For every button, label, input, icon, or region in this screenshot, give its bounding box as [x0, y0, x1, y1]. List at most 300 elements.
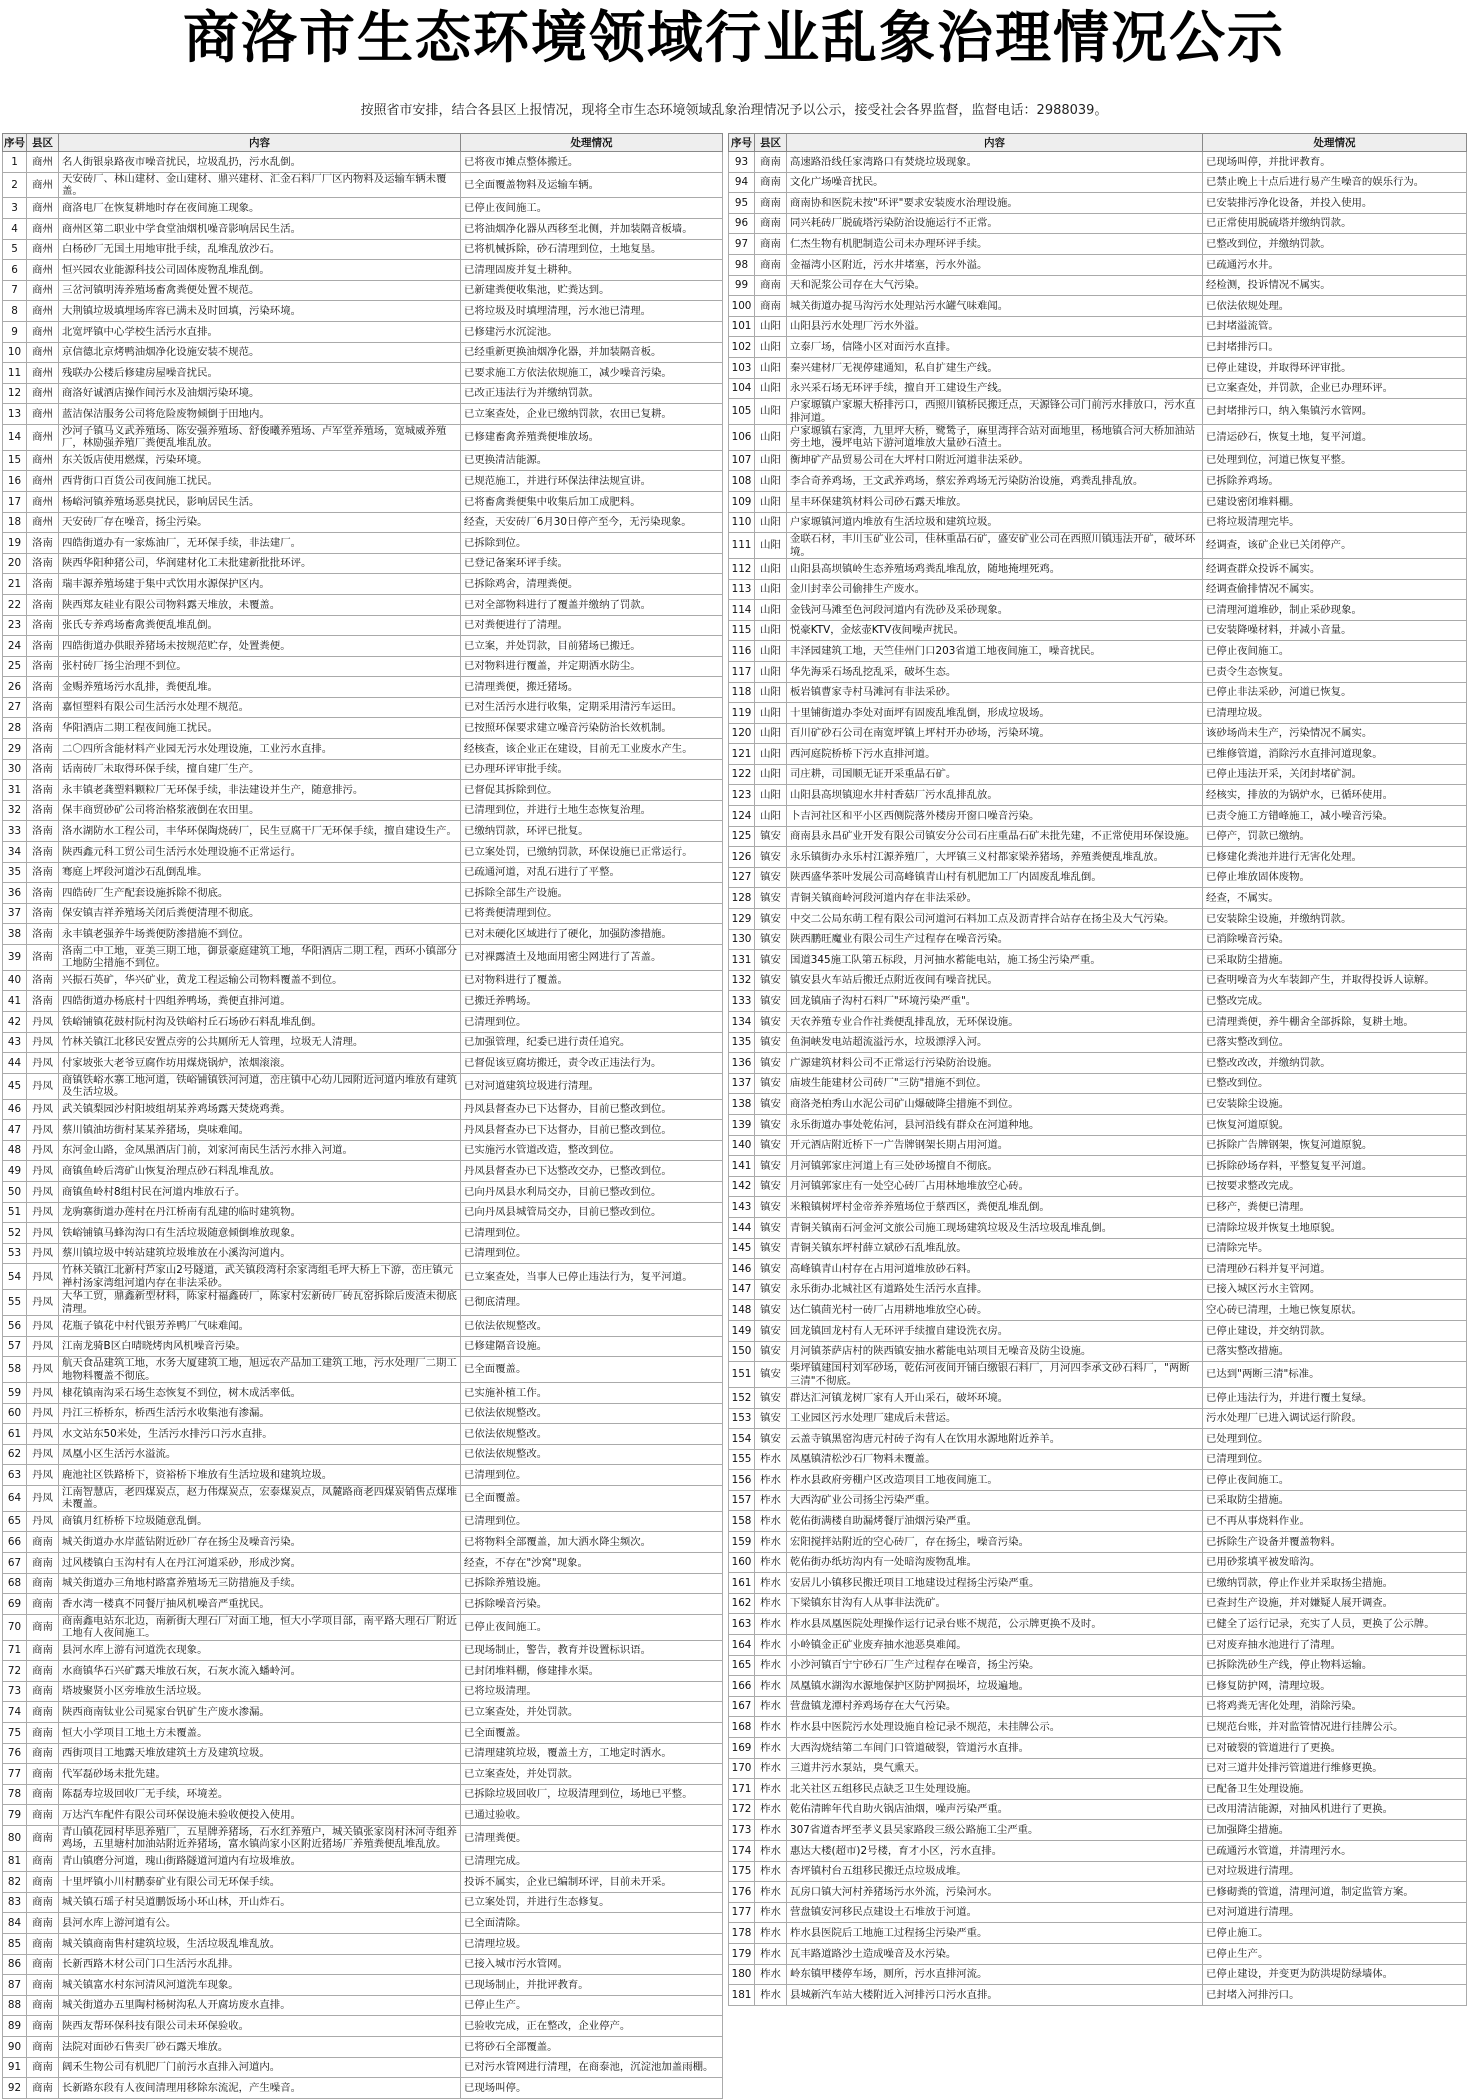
table-row — [3, 450, 723, 471]
row-county: 山阳 — [755, 764, 787, 785]
row-number: 17 — [3, 491, 27, 512]
row-county: 商州 — [27, 172, 59, 198]
row-number: 156 — [729, 1470, 755, 1491]
row-county: 商州 — [27, 219, 59, 240]
row-status: 已实施污水管道改造，整改到位。 — [461, 1140, 723, 1161]
row-status: 已全面覆盖物料及运输车辆。 — [461, 172, 723, 198]
row-number: 36 — [3, 883, 27, 904]
row-number: 10 — [3, 342, 27, 363]
table-row — [3, 1851, 723, 1872]
row-content: 城关镇石瑶子村吴道鹏饭场小环山林，开山炸石。 — [59, 1892, 461, 1913]
row-county: 商南 — [27, 1872, 59, 1893]
row-content: 白杨砂厂无国土用地审批手续，乱堆乱放沙石。 — [59, 239, 461, 260]
row-status: 已配备卫生处理设施。 — [1203, 1779, 1467, 1800]
table-row — [729, 234, 1467, 255]
table-row — [729, 316, 1467, 337]
table-row — [3, 780, 723, 801]
row-content: 陕西华阳种猪公司，华润建材化工未批建新批批环评。 — [59, 553, 461, 574]
row-status: 已新建粪便收集池，贮粪达到。 — [461, 280, 723, 301]
row-county: 镇安 — [755, 1429, 787, 1450]
row-county: 山阳 — [755, 424, 787, 450]
row-status: 已加强管理，纪委已进行责任追究。 — [461, 1032, 723, 1053]
row-county: 柞水 — [755, 1696, 787, 1717]
row-county: 柞水 — [755, 1985, 787, 2006]
row-county: 洛南 — [27, 553, 59, 574]
row-content: 北关社区五组移民点缺乏卫生处理设施。 — [787, 1779, 1203, 1800]
row-content: 国道345施工队第五标段，月河抽水蓄能电站，施工扬尘污染严重。 — [787, 950, 1203, 971]
row-county: 柞水 — [755, 1902, 787, 1923]
row-county: 洛南 — [27, 903, 59, 924]
row-number: 37 — [3, 903, 27, 924]
row-status: 已疏通污水井。 — [1203, 254, 1467, 275]
row-number: 171 — [729, 1779, 755, 1800]
row-content: 龙驹寨街道办莲村在丹江桥南有乱建的临时建筑物。 — [59, 1202, 461, 1223]
row-content: 西河庭院桥桥下污水直排河道。 — [787, 744, 1203, 765]
row-county: 山阳 — [755, 450, 787, 471]
row-content: 高速路沿线任家湾路口有焚烧垃圾现象。 — [787, 152, 1203, 173]
row-number: 109 — [729, 491, 755, 512]
row-content: 大西沟烧结第二车间门口管道破裂，管道污水直排。 — [787, 1738, 1203, 1759]
header-county: 县区 — [755, 134, 787, 152]
table-row — [3, 636, 723, 657]
row-number: 130 — [729, 929, 755, 950]
row-county: 镇安 — [755, 1032, 787, 1053]
row-content: 商镇铁峪水寨工地河道，铁峪铺镇铁河河道，峦庄镇中心幼儿园附近河道内堆放有建筑及生活垃圾。 — [59, 1073, 461, 1099]
row-number: 175 — [729, 1861, 755, 1882]
row-status: 已立案，并处罚款，目前猪场已搬迁。 — [461, 636, 723, 657]
row-number: 176 — [729, 1882, 755, 1903]
table-row — [3, 1181, 723, 1202]
row-number: 107 — [729, 450, 755, 471]
row-number: 125 — [729, 826, 755, 847]
row-content: 广源建筑材料公司不正常运行污染防治设施。 — [787, 1053, 1203, 1074]
row-status: 已停止违法开采，关闭封堵矿洞。 — [1203, 764, 1467, 785]
row-status: 已清理粪便。 — [461, 1825, 723, 1851]
row-status: 经查，天安砖厂6月30日停产至今，无污染现象。 — [461, 512, 723, 533]
row-content: 仁杰生物有机肥制造公司未办理环评手续。 — [787, 234, 1203, 255]
row-status: 已整改改改，并缴纳罚款。 — [1203, 1053, 1467, 1074]
row-status: 丹凤县督查办已下达督办，目前已整改到位。 — [461, 1120, 723, 1141]
row-county: 商州 — [27, 152, 59, 173]
row-content: 丰泽园建筑工地，天竺佳州门口203省道工地夜间施工，噪音扰民。 — [787, 641, 1203, 662]
row-county: 商南 — [27, 1661, 59, 1682]
row-content: 商南鑫电站东北边，南新街大理石厂对面工地，恒大小学项目部，南平路大理石厂附近工地有人夜间施工。 — [59, 1614, 461, 1640]
row-content: 达仁镇茴光村一砖厂占用耕地堆放空心砖。 — [787, 1300, 1203, 1321]
row-number: 137 — [729, 1073, 755, 1094]
row-status: 经调查偷排情况不属实。 — [1203, 579, 1467, 600]
table-row — [729, 1114, 1467, 1135]
row-content: 天和泥浆公司存在大气污染。 — [787, 275, 1203, 296]
table-row — [3, 821, 723, 842]
row-number: 53 — [3, 1243, 27, 1264]
row-county: 商南 — [755, 296, 787, 317]
row-content: 板岩镇曹家寺村马滩河有非法采砂。 — [787, 682, 1203, 703]
row-county: 洛南 — [27, 883, 59, 904]
row-number: 74 — [3, 1702, 27, 1723]
row-county: 商南 — [27, 1954, 59, 1975]
table-row — [729, 399, 1467, 425]
table-row — [3, 615, 723, 636]
row-content: 商镇鱼岭村8组村民在河道内堆放石子。 — [59, 1181, 461, 1202]
row-county: 洛南 — [27, 780, 59, 801]
row-status: 已清理垃圾。 — [461, 1934, 723, 1955]
row-county: 丹凤 — [27, 1202, 59, 1223]
row-content: 洛南二中工地，亚美三期工地，御景豪庭建筑工地，华阳酒店二期工程，西环小镇部分工地防尘措施不到位。 — [59, 945, 461, 971]
row-content: 陕西盛华茶叶发展公司高峰镇青山村有机肥加工厂内固废乱堆乱倒。 — [787, 867, 1203, 888]
row-content: 江南龙骑B区白晴晓烤肉风机噪音污染。 — [59, 1336, 461, 1357]
table-row — [3, 862, 723, 883]
row-county: 丹凤 — [27, 1099, 59, 1120]
row-status: 已对物料进行了覆盖。 — [461, 970, 723, 991]
row-content: 商洛尧柏秀山水泥公司矿山爆破降尘措施不到位。 — [787, 1094, 1203, 1115]
row-status: 已处理到位。 — [1203, 1429, 1467, 1450]
row-status: 已现场制止，警告，教育并设置标识语。 — [461, 1640, 723, 1661]
table-row — [3, 1825, 723, 1851]
row-number: 155 — [729, 1449, 755, 1470]
row-content: 307省道杏坪至孝义县吴家路段三级公路施工尘严重。 — [787, 1820, 1203, 1841]
row-content: 十里铺街道办李处对面坪有固废乱堆乱倒，形成垃圾场。 — [787, 703, 1203, 724]
row-county: 镇安 — [755, 1135, 787, 1156]
row-content: 张氏专养鸡场畜禽粪便乱堆乱倒。 — [59, 615, 461, 636]
row-status: 已不再从事烧料作业。 — [1203, 1511, 1467, 1532]
row-status: 已对垃圾进行清理。 — [1203, 1861, 1467, 1882]
row-number: 2 — [3, 172, 27, 198]
row-status: 已对河道进行清理。 — [1203, 1902, 1467, 1923]
row-content: 安居儿小镇移民搬迁项目工地建设过程扬尘污染严重。 — [787, 1573, 1203, 1594]
row-number: 143 — [729, 1197, 755, 1218]
table-row — [3, 471, 723, 492]
row-county: 柞水 — [755, 1635, 787, 1656]
row-content: 县河水库上游河道有公。 — [59, 1913, 461, 1934]
table-row — [3, 1892, 723, 1913]
row-number: 63 — [3, 1465, 27, 1486]
row-status: 已将鸡粪无害化处理，消除污染。 — [1203, 1696, 1467, 1717]
table-row — [729, 579, 1467, 600]
row-number: 169 — [729, 1738, 755, 1759]
row-number: 12 — [3, 383, 27, 404]
row-content: 铁峪铺镇花鼓村阮村沟及铁峪村丘石场砂石料乱堆乱倒。 — [59, 1012, 461, 1033]
row-status: 已维修管道，消除污水直排河道现象。 — [1203, 744, 1467, 765]
table-row — [3, 903, 723, 924]
table-row — [3, 1264, 723, 1290]
row-status: 已整改完成。 — [1203, 991, 1467, 1012]
table-row — [3, 1073, 723, 1099]
row-content: 月河镇郭家庄河道上有三处砂场擅自不彻底。 — [787, 1156, 1203, 1177]
row-status: 已封堵排污口，纳入集镇污水管网。 — [1203, 399, 1467, 425]
table-row — [3, 1934, 723, 1955]
row-county: 商南 — [27, 1743, 59, 1764]
table-row — [3, 1099, 723, 1120]
row-status: 已处理到位，河道已恢复平整。 — [1203, 450, 1467, 471]
table-row — [3, 1681, 723, 1702]
row-county: 镇安 — [755, 847, 787, 868]
row-status: 已按照环保要求建立噪音污染防治长效机制。 — [461, 718, 723, 739]
row-number: 165 — [729, 1655, 755, 1676]
table-row — [3, 1403, 723, 1424]
row-content: 司庄耕，司国顺无证开采重晶石矿。 — [787, 764, 1203, 785]
row-county: 镇安 — [755, 867, 787, 888]
row-county: 山阳 — [755, 641, 787, 662]
row-content: 蔡川镇垃圾中转站建筑垃圾堆放在小溪沟河道内。 — [59, 1243, 461, 1264]
table-row — [3, 553, 723, 574]
row-status: 已接入城市污水管网。 — [461, 1954, 723, 1975]
row-content: 商洛电厂在恢复耕地时存在夜间施工现象。 — [59, 198, 461, 219]
row-status: 已正常使用脱硫塔并缴纳罚款。 — [1203, 213, 1467, 234]
row-number: 40 — [3, 970, 27, 991]
row-content: 保丰商贸砂矿公司将治格浆液倒在农田里。 — [59, 800, 461, 821]
row-county: 洛南 — [27, 574, 59, 595]
row-county: 商南 — [27, 1532, 59, 1553]
row-content: 青铜关镇商岭河段河道内存在非法采砂。 — [787, 888, 1203, 909]
row-status: 经查，不属实。 — [1203, 888, 1467, 909]
row-county: 洛南 — [27, 970, 59, 991]
row-status: 已建设密闭堆料棚。 — [1203, 491, 1467, 512]
row-number: 18 — [3, 512, 27, 533]
row-content: 月河镇茶萨店村的陕西镇安抽水蓄能电站项目无噪音及防尘设施。 — [787, 1341, 1203, 1362]
row-content: 永丰镇老强养牛场粪便防渗措施不到位。 — [59, 924, 461, 945]
table-row — [3, 1357, 723, 1383]
table-row — [3, 759, 723, 780]
row-county: 丹凤 — [27, 1073, 59, 1099]
row-content: 青山镇花园村毕思养殖厂，五星牌养猪场，石水红养殖户，城关镇张家岗村沐河寺组养鸡场，五里塘村加油站附近养猪场，富水镇尚家小区附近猪场厂养殖粪便乱堆乱放。 — [59, 1825, 461, 1851]
row-status: 空心砖已清理，土地已恢复原状。 — [1203, 1300, 1467, 1321]
row-content: 凤凰镇清松沙石厂物料未覆盖。 — [787, 1449, 1203, 1470]
row-status: 已规范施工，并进行环保法律法规宣讲。 — [461, 471, 723, 492]
row-content: 山阳县污水处理厂污水外溢。 — [787, 316, 1203, 337]
row-county: 柞水 — [755, 1655, 787, 1676]
table-row — [729, 1490, 1467, 1511]
row-number: 179 — [729, 1943, 755, 1964]
table-row — [729, 1053, 1467, 1074]
table-row — [3, 424, 723, 450]
row-county: 镇安 — [755, 1341, 787, 1362]
table-row — [729, 785, 1467, 806]
row-county: 商州 — [27, 321, 59, 342]
row-number: 20 — [3, 553, 27, 574]
row-content: 陈磊寿垃圾回收厂无手续，环境差。 — [59, 1784, 461, 1805]
row-county: 洛南 — [27, 821, 59, 842]
row-number: 164 — [729, 1635, 755, 1656]
row-status: 丹凤县督查办已下达整改交办，已整改到位。 — [461, 1161, 723, 1182]
table-row — [729, 806, 1467, 827]
row-county: 柞水 — [755, 1779, 787, 1800]
row-number: 135 — [729, 1032, 755, 1053]
row-number: 34 — [3, 842, 27, 863]
row-content: 星丰环保建筑材料公司砂石露天堆放。 — [787, 491, 1203, 512]
table-row — [729, 1861, 1467, 1882]
table-row — [3, 594, 723, 615]
row-county: 柞水 — [755, 1923, 787, 1944]
table-row — [3, 1032, 723, 1053]
row-status: 已清理垃圾。 — [1203, 703, 1467, 724]
row-content: 水商镇华石兴矿露天堆放石灰，石灰水流入蟠岭河。 — [59, 1661, 461, 1682]
row-number: 87 — [3, 1975, 27, 1996]
row-content: 保安镇吉祥养殖场关闭后粪便清理不彻底。 — [59, 903, 461, 924]
table-row — [729, 1738, 1467, 1759]
row-content: 竹林关镇江北新村芦家山2号隧道，武关镇段湾村余家湾组毛坪大桥上下游，峦庄镇元禅村汤家湾组河道内存在非法采砂。 — [59, 1264, 461, 1290]
row-county: 柞水 — [755, 1964, 787, 1985]
row-county: 洛南 — [27, 677, 59, 698]
row-content: 话南砖厂未取得环保手续，擅自建厂生产。 — [59, 759, 461, 780]
table-row — [729, 1259, 1467, 1280]
row-content: 香水湾一楼真不同餐厅抽风机噪音严重扰民。 — [59, 1594, 461, 1615]
row-status: 已清理到位。 — [461, 1243, 723, 1264]
table-row — [729, 1655, 1467, 1676]
row-status: 已落实整改措施。 — [1203, 1341, 1467, 1362]
row-county: 镇安 — [755, 970, 787, 991]
table-row — [3, 1424, 723, 1445]
row-county: 商南 — [27, 1764, 59, 1785]
row-county: 商州 — [27, 450, 59, 471]
row-county: 山阳 — [755, 533, 787, 559]
row-status: 已疏通河道，对乱石进行了平整。 — [461, 862, 723, 883]
row-county: 镇安 — [755, 1053, 787, 1074]
table-row — [3, 280, 723, 301]
row-status: 已修建隔音设施。 — [461, 1336, 723, 1357]
row-county: 丹凤 — [27, 1357, 59, 1383]
row-content: 长新西路木材公司门口生活污水乱排。 — [59, 1954, 461, 1975]
table-header — [729, 134, 1467, 152]
table-row — [729, 1614, 1467, 1635]
row-county: 商南 — [27, 1784, 59, 1805]
row-status: 已封闭堆料棚，修建排水渠。 — [461, 1661, 723, 1682]
row-status: 经检测，投诉情况不属实。 — [1203, 275, 1467, 296]
row-content: 同兴耗砖厂脱硫塔污染防治设施运行不正常。 — [787, 213, 1203, 234]
row-status: 已拆除砂场存料，平整复复平河道。 — [1203, 1156, 1467, 1177]
row-number: 153 — [729, 1408, 755, 1429]
row-content: 蓝洁保洁服务公司将危险废物倾倒于田地内。 — [59, 404, 461, 425]
table-row — [3, 1120, 723, 1141]
row-number: 70 — [3, 1614, 27, 1640]
row-county: 镇安 — [755, 929, 787, 950]
row-county: 镇安 — [755, 909, 787, 930]
table-row — [3, 800, 723, 821]
table-row — [729, 847, 1467, 868]
table-row — [729, 1799, 1467, 1820]
row-number: 67 — [3, 1552, 27, 1573]
row-number: 33 — [3, 821, 27, 842]
table-row — [729, 1387, 1467, 1408]
row-number: 92 — [3, 2078, 27, 2099]
row-number: 81 — [3, 1851, 27, 1872]
row-number: 160 — [729, 1552, 755, 1573]
row-content: 金川封幸公司偷排生产废水。 — [787, 579, 1203, 600]
row-number: 134 — [729, 1012, 755, 1033]
header-no: 序号 — [3, 134, 27, 152]
row-county: 柞水 — [755, 1449, 787, 1470]
table-row — [729, 213, 1467, 234]
header-no: 序号 — [729, 134, 755, 152]
row-status: 已清理砂石料并复平河道。 — [1203, 1259, 1467, 1280]
row-county: 商南 — [27, 2037, 59, 2058]
row-status: 已修建畜禽养殖粪便堆放场。 — [461, 424, 723, 450]
row-county: 商南 — [27, 1640, 59, 1661]
row-status: 已更换清洁能源。 — [461, 450, 723, 471]
row-number: 98 — [729, 254, 755, 275]
row-county: 丹凤 — [27, 1243, 59, 1264]
row-number: 25 — [3, 656, 27, 677]
row-county: 洛南 — [27, 656, 59, 677]
row-content: 京信德北京烤鸭油烟净化设施安装不规范。 — [59, 342, 461, 363]
table-row — [3, 1532, 723, 1553]
row-content: 立泰厂场，信隆小区对面污水直排。 — [787, 337, 1203, 358]
table-row — [729, 1676, 1467, 1697]
row-number: 116 — [729, 641, 755, 662]
row-number: 29 — [3, 739, 27, 760]
table-row — [729, 512, 1467, 533]
row-content: 乾佑清眸年代自助火锅店油烟，噪声污染严重。 — [787, 1799, 1203, 1820]
table-row — [729, 744, 1467, 765]
row-county: 商州 — [27, 342, 59, 363]
row-status: 已规范台账，并对监管情况进行挂牌公示。 — [1203, 1717, 1467, 1738]
row-number: 26 — [3, 677, 27, 698]
row-number: 157 — [729, 1490, 755, 1511]
right-table — [728, 133, 1467, 2006]
row-status: 经查，不存在"沙窝"现象。 — [461, 1552, 723, 1573]
row-number: 7 — [3, 280, 27, 301]
row-status: 已立案查处，企业已缴纳罚款，农田已复耕。 — [461, 404, 723, 425]
row-content: 营盘镇龙潭村养鸡场存在大气污染。 — [787, 1696, 1203, 1717]
table-row — [3, 991, 723, 1012]
row-content: 工业园区污水处理厂建成后未营运。 — [787, 1408, 1203, 1429]
row-county: 山阳 — [755, 620, 787, 641]
row-status: 已修复防护网，清理垃圾。 — [1203, 1676, 1467, 1697]
row-number: 58 — [3, 1357, 27, 1383]
row-county: 洛南 — [27, 533, 59, 554]
row-status: 已对物料进行覆盖，并定期洒水防尘。 — [461, 656, 723, 677]
row-status: 已拆除噪音污染。 — [461, 1594, 723, 1615]
row-status: 已依法依规整改。 — [461, 1403, 723, 1424]
row-number: 97 — [729, 234, 755, 255]
table-row — [3, 172, 723, 198]
row-status: 已改用清洁能源，对抽风机进行了更换。 — [1203, 1799, 1467, 1820]
row-content: 水文站东50米处，生活污水排污口污水直排。 — [59, 1424, 461, 1445]
row-content: 城关镇富水村东河清风河道洗车现象。 — [59, 1975, 461, 1996]
table-row — [3, 1382, 723, 1403]
row-content: 城关街道办五里陶村杨树沟私人开腐坊废水直排。 — [59, 1995, 461, 2016]
table-row — [729, 950, 1467, 971]
row-status: 已实施补植工作。 — [461, 1382, 723, 1403]
row-status: 投诉不属实，企业已编制环评，目前未开采。 — [461, 1872, 723, 1893]
row-status: 已立案处罚，并进行生态修复。 — [461, 1892, 723, 1913]
row-status: 已停止建设，并变更为防洪堤防绿墙体。 — [1203, 1964, 1467, 1985]
row-county: 商南 — [27, 1975, 59, 1996]
row-content: 瑞丰源养殖场建于集中式饮用水源保护区内。 — [59, 574, 461, 595]
table-row — [729, 970, 1467, 991]
row-number: 44 — [3, 1053, 27, 1074]
row-county: 柞水 — [755, 1861, 787, 1882]
row-content: 丹江三桥桥东，桥西生活污水收集池有渗漏。 — [59, 1403, 461, 1424]
row-county: 商南 — [755, 234, 787, 255]
row-number: 84 — [3, 1913, 27, 1934]
table-row — [729, 1573, 1467, 1594]
row-county: 山阳 — [755, 703, 787, 724]
row-county: 洛南 — [27, 615, 59, 636]
row-status: 已对粪便进行了清理。 — [461, 615, 723, 636]
table-row — [3, 1975, 723, 1996]
row-number: 4 — [3, 219, 27, 240]
row-county: 镇安 — [755, 1073, 787, 1094]
table-row — [3, 1511, 723, 1532]
row-number: 180 — [729, 1964, 755, 1985]
row-number: 124 — [729, 806, 755, 827]
row-number: 23 — [3, 615, 27, 636]
row-content: 县城新汽车站大楼附近入河排污口污水直排。 — [787, 1985, 1203, 2006]
row-content: 县河水库上游有河道洗衣现象。 — [59, 1640, 461, 1661]
row-county: 商南 — [27, 1995, 59, 2016]
row-content: 长新路东段有人夜间清理用移除东流泥，产生噪音。 — [59, 2078, 461, 2099]
row-county: 山阳 — [755, 471, 787, 492]
